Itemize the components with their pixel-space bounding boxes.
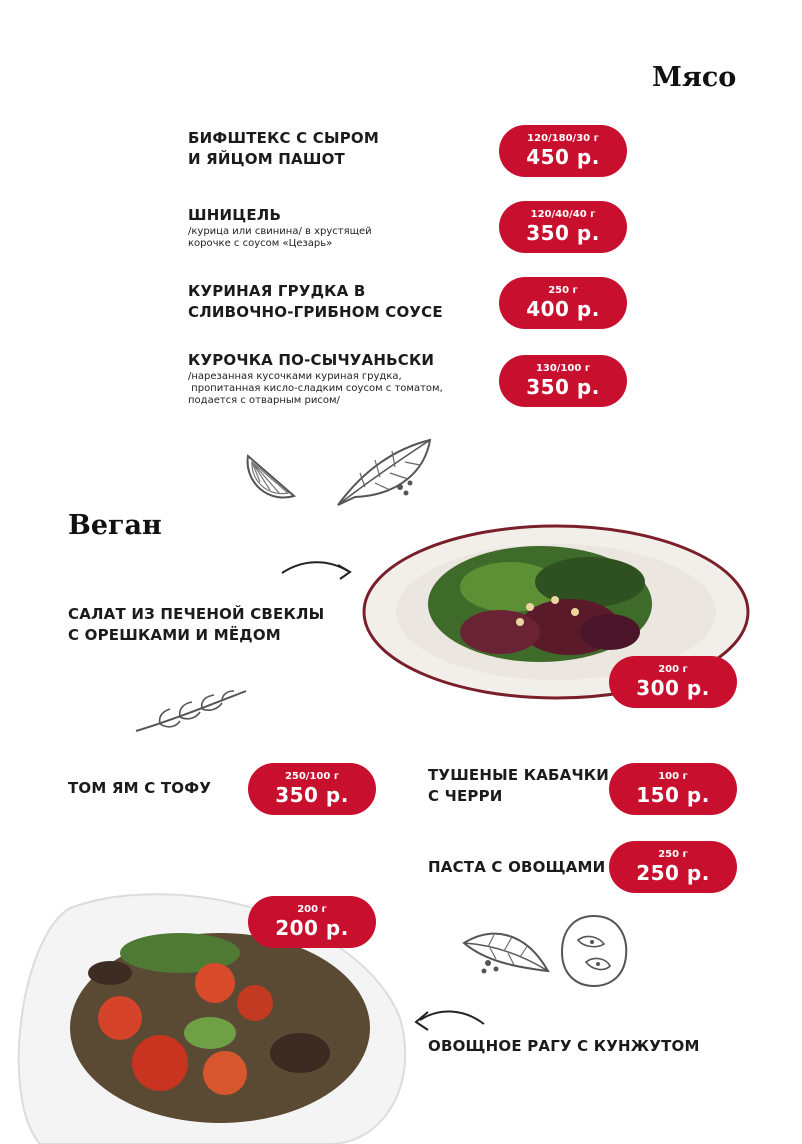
tomato-half-icon	[558, 912, 630, 990]
price-weight: 250/100 г	[284, 771, 340, 782]
arrow-icon	[278, 555, 358, 583]
desc-line: пропитанная кисло-сладким соусом с томатом,	[188, 383, 443, 394]
price-value: 400 р.	[526, 297, 600, 321]
price-badge-schnitzel	[499, 201, 627, 253]
dish-name-line: ТОМ ЯМ С ТОФУ	[68, 779, 212, 797]
dish-name-sichuan-chicken	[188, 350, 434, 371]
price-badge-zucchini	[609, 763, 737, 815]
dish-name-schnitzel	[188, 205, 281, 226]
price-weight: 250 г	[548, 285, 578, 296]
dish-name-line: БИФШТЕКС С СЫРОМ	[188, 129, 380, 147]
price-value: 300 р.	[636, 676, 710, 700]
dish-name-ragout	[428, 1036, 700, 1057]
price-badge-ragout	[248, 896, 376, 948]
dish-name-line: КУРИНАЯ ГРУДКА В	[188, 282, 366, 300]
price-value: 450 р.	[526, 145, 600, 169]
meat-section-title: Мясо	[652, 62, 737, 93]
dish-name-line: ОВОЩНОЕ РАГУ С КУНЖУТОМ	[428, 1037, 700, 1055]
desc-line: /нарезанная кусочками куриная грудка,	[188, 371, 402, 382]
price-weight: 250 г	[658, 849, 688, 860]
price-badge-beefsteak	[499, 125, 627, 177]
dish-name-line: ТУШЕНЫЕ КАБАЧКИ	[428, 766, 609, 784]
price-weight: 200 г	[297, 904, 327, 915]
leaf-icon	[460, 925, 552, 977]
price-badge-chicken-breast	[499, 277, 627, 329]
dish-name-zucchini	[428, 765, 609, 807]
price-value: 350 р.	[275, 783, 349, 807]
dish-name-beet-salad	[68, 604, 324, 646]
dish-name-chicken-breast	[188, 281, 443, 323]
dish-name-line: ПАСТА С ОВОЩАМИ	[428, 858, 606, 876]
price-weight: 200 г	[658, 664, 688, 675]
price-badge-sichuan-chicken	[499, 355, 627, 407]
price-weight: 120/180/30 г	[527, 133, 599, 144]
dish-name-pasta	[428, 857, 605, 878]
arrow-icon	[408, 1002, 488, 1034]
desc-line: подается с отварным рисом/	[188, 395, 340, 406]
vegan-section-title: Веган	[68, 510, 162, 541]
price-value: 250 р.	[636, 861, 710, 885]
dish-name-line: С ЧЕРРИ	[428, 787, 503, 805]
price-value: 350 р.	[526, 221, 600, 245]
price-badge-tom-yam	[248, 763, 376, 815]
price-weight: 130/100 г	[535, 363, 591, 374]
dish-name-line: С ОРЕШКАМИ И МЁДОМ	[68, 626, 281, 644]
dish-name-line: И ЯЙЦОМ ПАШОТ	[188, 150, 345, 168]
price-weight: 120/40/40 г	[530, 209, 596, 220]
price-badge-beet-salad	[609, 656, 737, 708]
dish-description-schnitzel	[188, 226, 372, 250]
dish-name-line: КУРОЧКА ПО-СЫЧУАНЬСКИ	[188, 351, 435, 369]
price-value: 200 р.	[275, 916, 349, 940]
price-value: 150 р.	[636, 783, 710, 807]
price-weight: 100 г	[658, 771, 688, 782]
dish-name-beefsteak	[188, 128, 379, 170]
dish-name-tom-yam	[68, 778, 211, 799]
price-badge-pasta	[609, 841, 737, 893]
lemon-slice-icon	[242, 450, 300, 502]
dish-name-line: СЛИВОЧНО-ГРИБНОМ СОУСЕ	[188, 303, 443, 321]
price-value: 350 р.	[526, 375, 600, 399]
dish-name-line: САЛАТ ИЗ ПЕЧЕНОЙ СВЕКЛЫ	[68, 605, 325, 623]
rosemary-branch-icon	[130, 685, 252, 737]
dish-name-line: ШНИЦЕЛЬ	[188, 206, 282, 224]
desc-line: корочке с соусом «Цезарь»	[188, 238, 333, 249]
leaf-icon	[330, 435, 440, 510]
dish-description-sichuan-chicken	[188, 371, 443, 407]
desc-line: /курица или свинина/ в хрустящей	[188, 226, 372, 237]
